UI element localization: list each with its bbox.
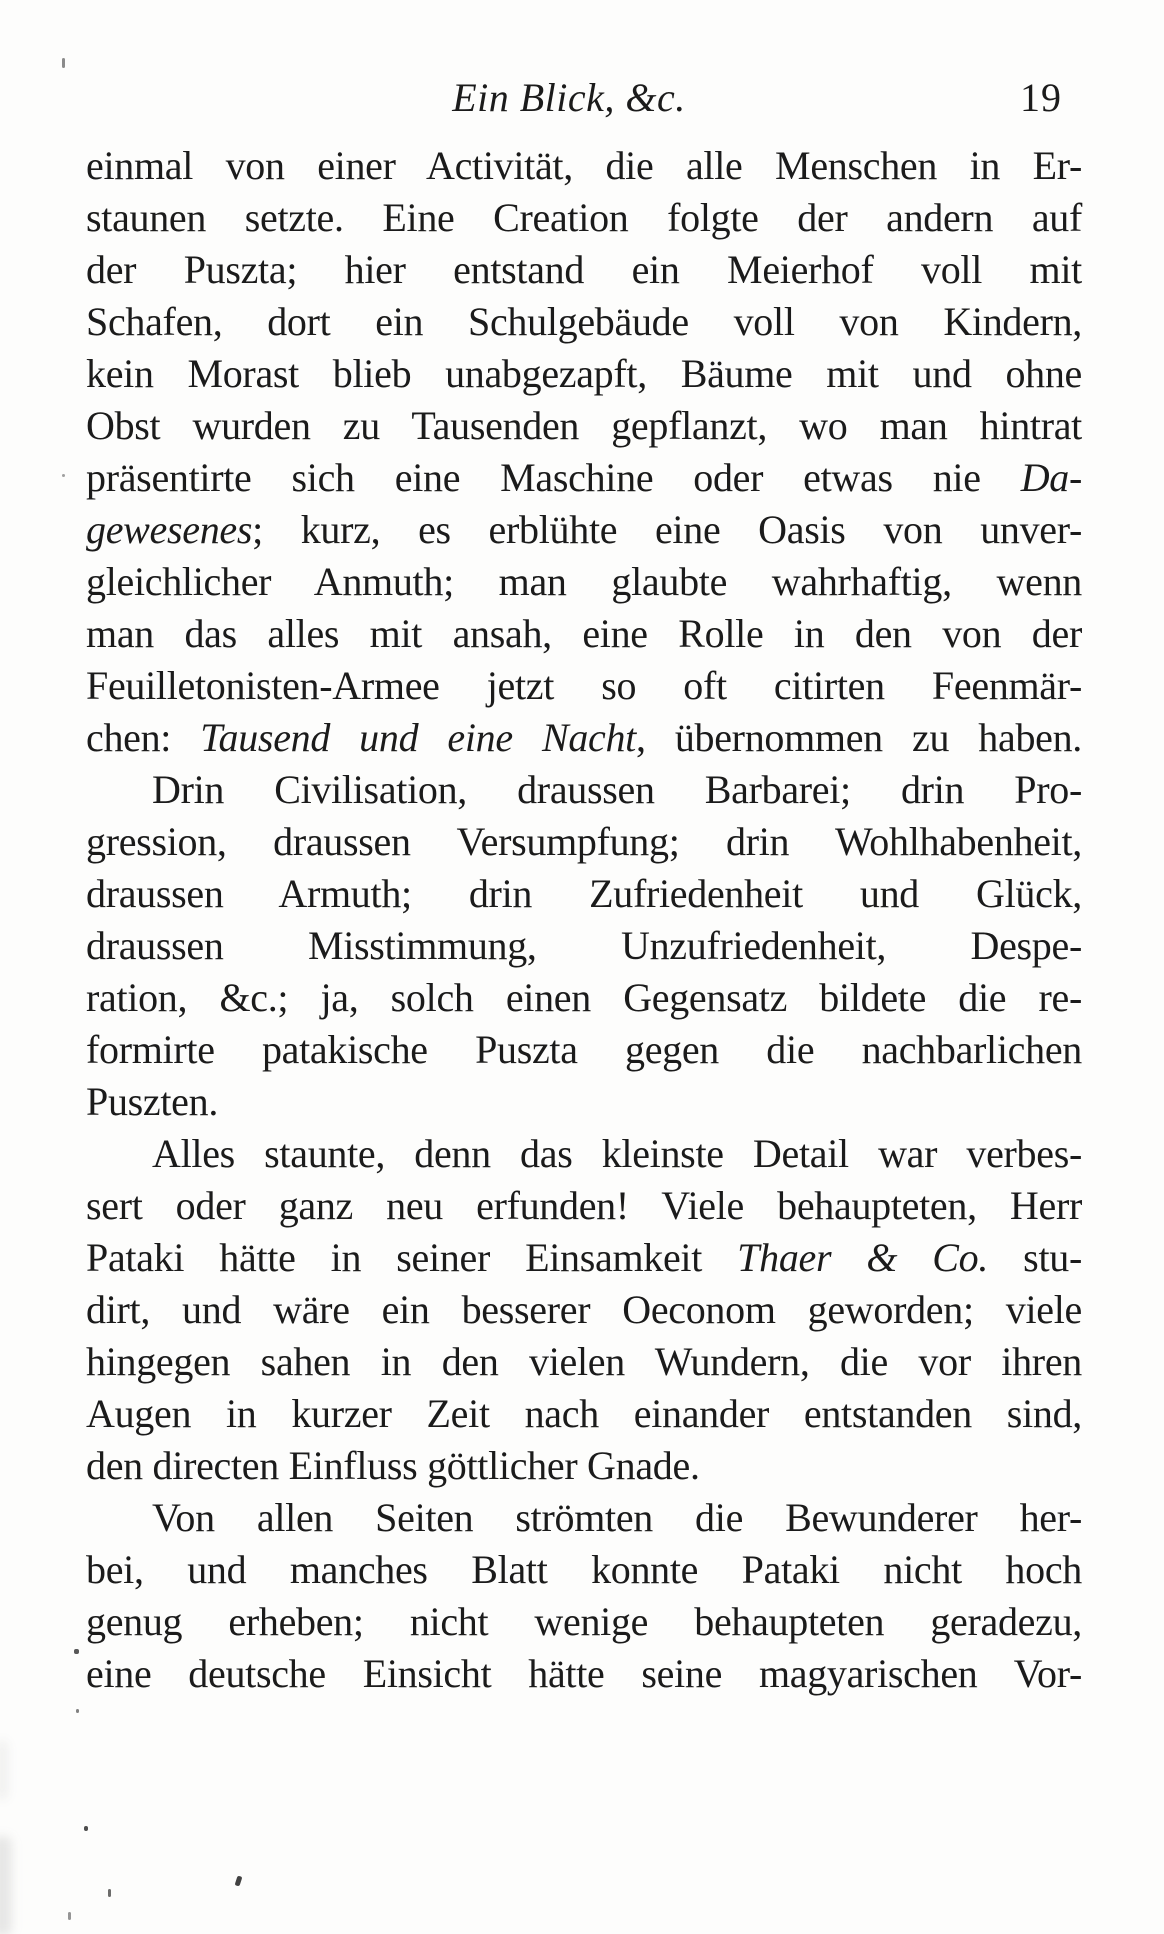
text-segment: Feuilletonisten-Armee jetzt so oft citirten Feenmär- — [86, 663, 1082, 708]
text-segment: , übernommen zu haben. — [636, 715, 1082, 760]
text-line — [86, 348, 1082, 400]
italic-text-segment: gewesenes — [86, 507, 253, 552]
scan-speck — [68, 1912, 71, 1920]
text-line — [86, 140, 1082, 192]
text-segment: bei, und manches Blatt konnte Pataki nicht hoch — [86, 1547, 1082, 1592]
text-segment: Von allen Seiten strömten die Bewunderer her- — [152, 1495, 1082, 1540]
text-line — [86, 1492, 1082, 1544]
running-header-title: Ein Blick, &c. — [452, 75, 686, 120]
text-segment: Augen in kurzer Zeit nach einander entstanden sind, — [86, 1391, 1082, 1436]
text-line — [86, 712, 1082, 764]
scan-speck — [84, 1826, 88, 1831]
running-header — [86, 74, 1082, 124]
text-segment: eine deutsche Einsicht hätte seine magyarischen Vor- — [86, 1651, 1082, 1696]
text-segment: staunen setzte. Eine Creation folgte der andern auf — [86, 195, 1082, 240]
italic-text-segment: Thaer & Co. — [737, 1235, 989, 1280]
text-segment: dirt, und wäre ein besserer Oeconom geworden; viele — [86, 1287, 1082, 1332]
text-segment: Puszten. — [86, 1079, 219, 1124]
scan-speck — [62, 58, 65, 68]
text-segment: draussen Misstimmung, Unzufriedenheit, Despe- — [86, 923, 1082, 968]
text-line — [86, 920, 1082, 972]
text-line — [86, 296, 1082, 348]
text-line — [86, 556, 1082, 608]
text-segment: ; kurz, es erblühte eine Oasis von unver- — [252, 507, 1082, 552]
text-line — [86, 972, 1082, 1024]
text-segment: gleichlicher Anmuth; man glaubte wahrhaftig, wenn — [86, 559, 1082, 604]
body-text — [86, 140, 1082, 1700]
text-line — [86, 1024, 1082, 1076]
text-line — [86, 660, 1082, 712]
text-segment: sert oder ganz neu erfunden! Viele behaupteten, Herr — [86, 1183, 1082, 1228]
scan-speck — [235, 1875, 243, 1886]
text-line — [86, 1648, 1082, 1700]
text-segment: Pataki hätte in seiner Einsamkeit — [86, 1235, 738, 1280]
text-line — [86, 400, 1082, 452]
text-line — [86, 1128, 1082, 1180]
text-line — [86, 1336, 1082, 1388]
text-segment: gression, draussen Versumpfung; drin Wohlhabenheit, — [86, 819, 1082, 864]
text-line — [86, 868, 1082, 920]
text-line — [86, 1544, 1082, 1596]
text-line — [86, 816, 1082, 868]
scan-smudge — [0, 1740, 8, 1800]
scan-speck — [108, 1889, 111, 1897]
text-line — [86, 1388, 1082, 1440]
text-segment: den directen Einfluss göttlicher Gnade. — [86, 1443, 700, 1488]
text-line — [86, 1284, 1082, 1336]
text-segment: stu- — [988, 1235, 1082, 1280]
text-segment: kein Morast blieb unabgezapft, Bäume mit und ohne — [86, 351, 1082, 396]
text-line — [86, 504, 1082, 556]
text-segment: man das alles mit ansah, eine Rolle in den von der — [86, 611, 1082, 656]
scan-smudge — [0, 1836, 12, 1934]
text-segment: draussen Armuth; drin Zufriedenheit und Glück, — [86, 871, 1082, 916]
text-segment: ration, &c.; ja, solch einen Gegensatz bildete die re- — [86, 975, 1082, 1020]
text-line — [86, 1180, 1082, 1232]
italic-text-segment: Da- — [1020, 455, 1082, 500]
text-line — [86, 1076, 1082, 1128]
text-segment: genug erheben; nicht wenige behaupteten geradezu, — [86, 1599, 1082, 1644]
text-segment: Obst wurden zu Tausenden gepflanzt, wo man hintrat — [86, 403, 1082, 448]
text-line — [86, 192, 1082, 244]
text-segment: präsentirte sich eine Maschine oder etwas nie — [86, 455, 1021, 500]
text-line — [86, 608, 1082, 660]
scan-speck — [76, 1709, 79, 1713]
text-line — [86, 1596, 1082, 1648]
text-segment: hingegen sahen in den vielen Wundern, die vor ihren — [86, 1339, 1082, 1384]
text-line — [86, 1440, 1082, 1492]
text-line — [86, 244, 1082, 296]
text-segment: einmal von einer Activität, die alle Menschen in Er- — [86, 143, 1082, 188]
text-line — [86, 764, 1082, 816]
text-segment: Alles staunte, denn das kleinste Detail war verbes- — [152, 1131, 1082, 1176]
text-segment: formirte patakische Puszta gegen die nachbarlichen — [86, 1027, 1082, 1072]
page-number: 19 — [1020, 75, 1062, 120]
text-segment: Drin Civilisation, draussen Barbarei; drin Pro- — [152, 767, 1082, 812]
text-segment: chen: — [86, 715, 201, 760]
scan-speck — [62, 474, 65, 477]
scan-speck — [74, 1649, 79, 1654]
text-line — [86, 452, 1082, 504]
italic-text-segment: Tausend und eine Nacht — [200, 715, 636, 760]
text-segment: der Puszta; hier entstand ein Meierhof voll mit — [86, 247, 1082, 292]
text-segment: Schafen, dort ein Schulgebäude voll von Kindern, — [86, 299, 1082, 344]
text-line — [86, 1232, 1082, 1284]
